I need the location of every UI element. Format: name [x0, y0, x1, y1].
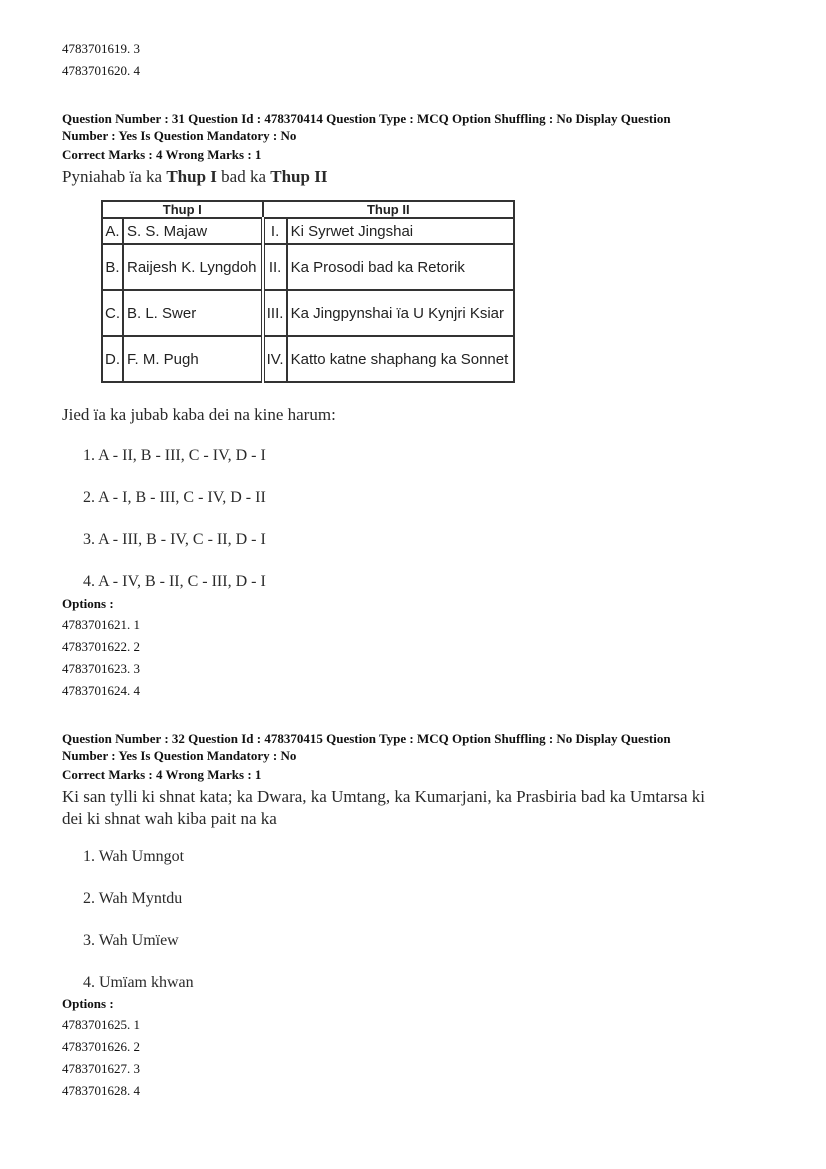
q31-choice: 3. A - III, B - IV, C - II, D - I	[83, 531, 266, 548]
option-id: 4783701628. 4	[62, 1083, 140, 1098]
table-row	[102, 218, 514, 244]
option-id: 4783701623. 3	[62, 661, 140, 676]
table-row	[102, 244, 514, 290]
left-cell: F. M. Pugh	[123, 336, 263, 382]
q32-meta-line2: Number : Yes Is Question Mandatory : No	[62, 748, 297, 763]
option-id: 4783701626. 2	[62, 1039, 140, 1054]
q32-prompt	[62, 786, 782, 830]
q32-choice: 3. Wah Umïew	[83, 932, 179, 949]
option-id: 4783701627. 3	[62, 1061, 140, 1076]
q31-prompt-pre: Pyniahab ïa ka	[62, 167, 167, 186]
table-row	[102, 290, 514, 336]
row-numeral: IV.	[263, 336, 287, 382]
q32-meta	[62, 730, 772, 764]
q32-prompt-line1: Ki san tylli ki shnat kata; ka Dwara, ka Umtang, ka Kumarjani, ka Prasbiria bad ka Umtarsa ki	[62, 787, 705, 806]
option-id: 4783701621. 1	[62, 617, 140, 632]
table-header: Thup I	[102, 201, 263, 218]
q31-meta	[62, 110, 772, 144]
q32-meta-line1: Question Number : 32 Question Id : 478370415 Question Type : MCQ Option Shuffling : No Display Question	[62, 731, 671, 746]
left-cell: S. S. Majaw	[123, 218, 263, 244]
row-numeral: II.	[263, 244, 287, 290]
q31-prompt-b1: Thup I	[166, 167, 217, 186]
q32-options-label: Options :	[62, 996, 114, 1011]
right-cell: Ka Prosodi bad ka Retorik	[287, 244, 514, 290]
right-cell: Ki Syrwet Jingshai	[287, 218, 514, 244]
q32-prompt-line2: dei ki shnat wah kiba pait na ka	[62, 809, 277, 828]
option-id: 4783701620. 4	[62, 63, 140, 78]
row-letter: B.	[102, 244, 123, 290]
right-cell: Ka Jingpynshai ïa U Kynjri Ksiar	[287, 290, 514, 336]
q32-choice: 4. Umïam khwan	[83, 974, 194, 991]
q31-prompt-mid: bad ka	[216, 167, 271, 186]
q32-choice: 2. Wah Myntdu	[83, 890, 183, 907]
match-table	[101, 200, 515, 383]
table-header-row	[102, 201, 514, 218]
q31-prompt-b2: Thup II	[270, 167, 328, 186]
q31-options-label: Options :	[62, 596, 114, 611]
row-numeral: I.	[263, 218, 287, 244]
q31-choice: 4. A - IV, B - II, C - III, D - I	[83, 573, 266, 590]
q32-marks: Correct Marks : 4 Wrong Marks : 1	[62, 767, 262, 782]
table-header: Thup II	[263, 201, 514, 218]
option-id: 4783701625. 1	[62, 1017, 140, 1032]
row-numeral: III.	[263, 290, 287, 336]
option-id: 4783701622. 2	[62, 639, 140, 654]
right-cell: Katto katne shaphang ka Sonnet	[287, 336, 514, 382]
q32-choice: 1. Wah Umngot	[83, 848, 185, 865]
q31-meta-line2: Number : Yes Is Question Mandatory : No	[62, 128, 297, 143]
q31-choice: 2. A - I, B - III, C - IV, D - II	[83, 489, 266, 506]
row-letter: C.	[102, 290, 123, 336]
q31-meta-line1: Question Number : 31 Question Id : 478370414 Question Type : MCQ Option Shuffling : No Display Question	[62, 111, 671, 126]
left-cell: B. L. Swer	[123, 290, 263, 336]
row-letter: A.	[102, 218, 123, 244]
option-id: 4783701619. 3	[62, 41, 140, 56]
left-cell: Raijesh K. Lyngdoh	[123, 244, 263, 290]
option-id: 4783701624. 4	[62, 683, 140, 698]
q31-prompt	[62, 166, 327, 188]
table-row	[102, 336, 514, 382]
q31-marks: Correct Marks : 4 Wrong Marks : 1	[62, 147, 262, 162]
q31-choice: 1. A - II, B - III, C - IV, D - I	[83, 447, 266, 464]
q31-ask: Jied ïa ka jubab kaba dei na kine harum:	[62, 405, 336, 424]
row-letter: D.	[102, 336, 123, 382]
